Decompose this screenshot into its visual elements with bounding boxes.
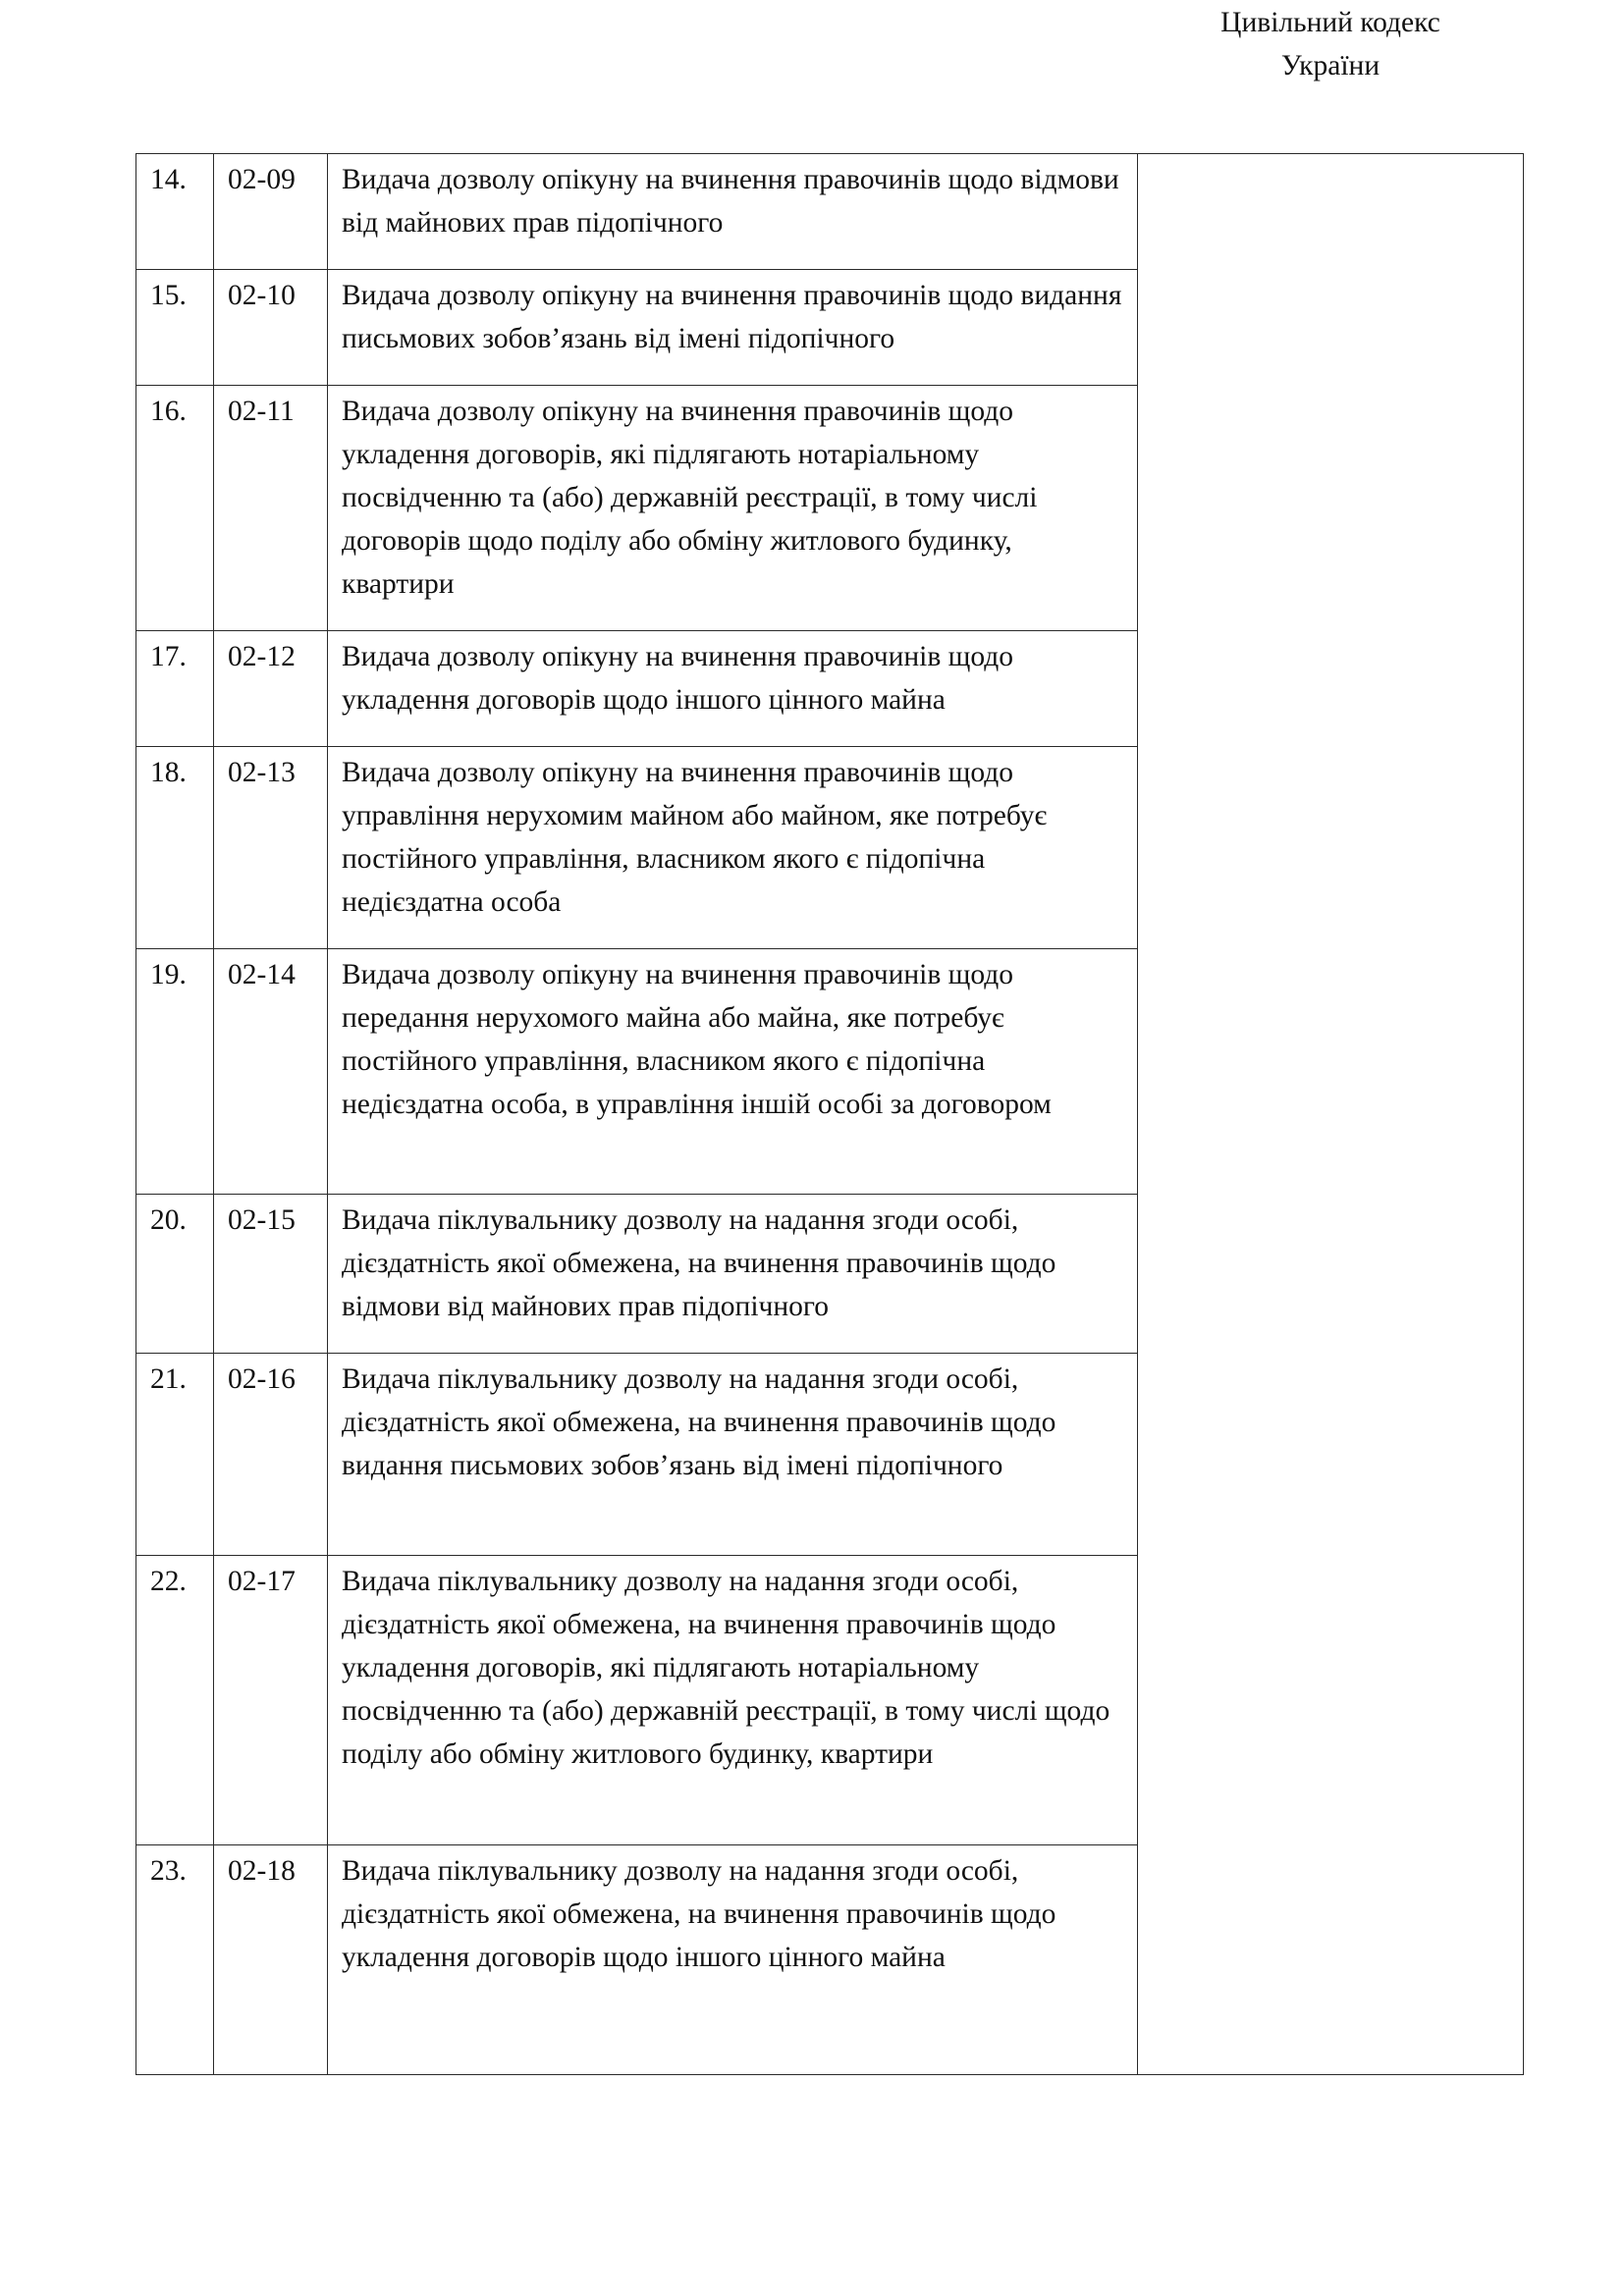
service-code: 02-14	[214, 949, 328, 1195]
service-code: 02-16	[214, 1354, 328, 1556]
row-number: 14.	[136, 154, 214, 270]
service-code: 02-13	[214, 747, 328, 949]
service-description: Видача дозволу опікуну на вчинення правочинів щодо відмови від майнових прав підопічного	[328, 154, 1138, 270]
service-code: 02-15	[214, 1195, 328, 1354]
row-number: 20.	[136, 1195, 214, 1354]
service-description: Видача дозволу опікуну на вчинення правочинів щодо управління нерухомим майном або майном, яке потребує постійного управління, власником якого є підопічна недієздатна особа	[328, 747, 1138, 949]
service-code: 02-12	[214, 631, 328, 747]
service-code: 02-18	[214, 1845, 328, 2075]
service-code: 02-10	[214, 270, 328, 386]
row-number: 18.	[136, 747, 214, 949]
service-description: Видача дозволу опікуну на вчинення правочинів щодо видання письмових зобов’язань від імені підопічного	[328, 270, 1138, 386]
row-number: 22.	[136, 1556, 214, 1845]
row-number: 15.	[136, 270, 214, 386]
law-reference: Цивільний кодекс України	[1220, 7, 1440, 81]
service-description: Видача піклувальнику дозволу на надання згоди особі, дієздатність якої обмежена, на вчинення правочинів щодо укладення договорів щодо іншого цінного майна	[328, 1845, 1138, 2075]
row-number: 17.	[136, 631, 214, 747]
service-description: Видача піклувальнику дозволу на надання згоди особі, дієздатність якої обмежена, на вчинення правочинів щодо видання письмових зобов’язань від імені підопічного	[328, 1354, 1138, 1556]
services-table	[135, 7, 1524, 2075]
service-description: Видача піклувальнику дозволу на надання згоди особі, дієздатність якої обмежена, на вчинення правочинів щодо укладення договорів, які підлягають нотаріальному посвідченню та (або) державній реєстрації, в тому числі щодо поділу або обміну житлового будинку, квартири	[328, 1556, 1138, 1845]
service-code: 02-17	[214, 1556, 328, 1845]
row-number: 19.	[136, 949, 214, 1195]
row-number: 16.	[136, 386, 214, 631]
service-description: Видача піклувальнику дозволу на надання згоди особі, дієздатність якої обмежена, на вчинення правочинів щодо відмови від майнових прав підопічного	[328, 1195, 1138, 1354]
row-number: 21.	[136, 1354, 214, 1556]
service-code: 02-09	[214, 154, 328, 270]
service-description: Видача дозволу опікуну на вчинення правочинів щодо передання нерухомого майна або майна, яке потребує постійного управління, власником якого є підопічна недієздатна особа, в управління іншій особі за договором	[328, 949, 1138, 1195]
service-description: Видача дозволу опікуну на вчинення правочинів щодо укладення договорів, які підлягають нотаріальному посвідченню та (або) державній реєстрації, в тому числі договорів щодо поділу або обміну житлового будинку, квартири	[328, 386, 1138, 631]
row-number: 23.	[136, 1845, 214, 2075]
law-reference-cell	[1138, 7, 1524, 2075]
service-description: Видача дозволу опікуну на вчинення правочинів щодо укладення договорів щодо іншого цінного майна	[328, 631, 1138, 747]
service-code: 02-11	[214, 386, 328, 631]
table-row	[136, 154, 1524, 270]
